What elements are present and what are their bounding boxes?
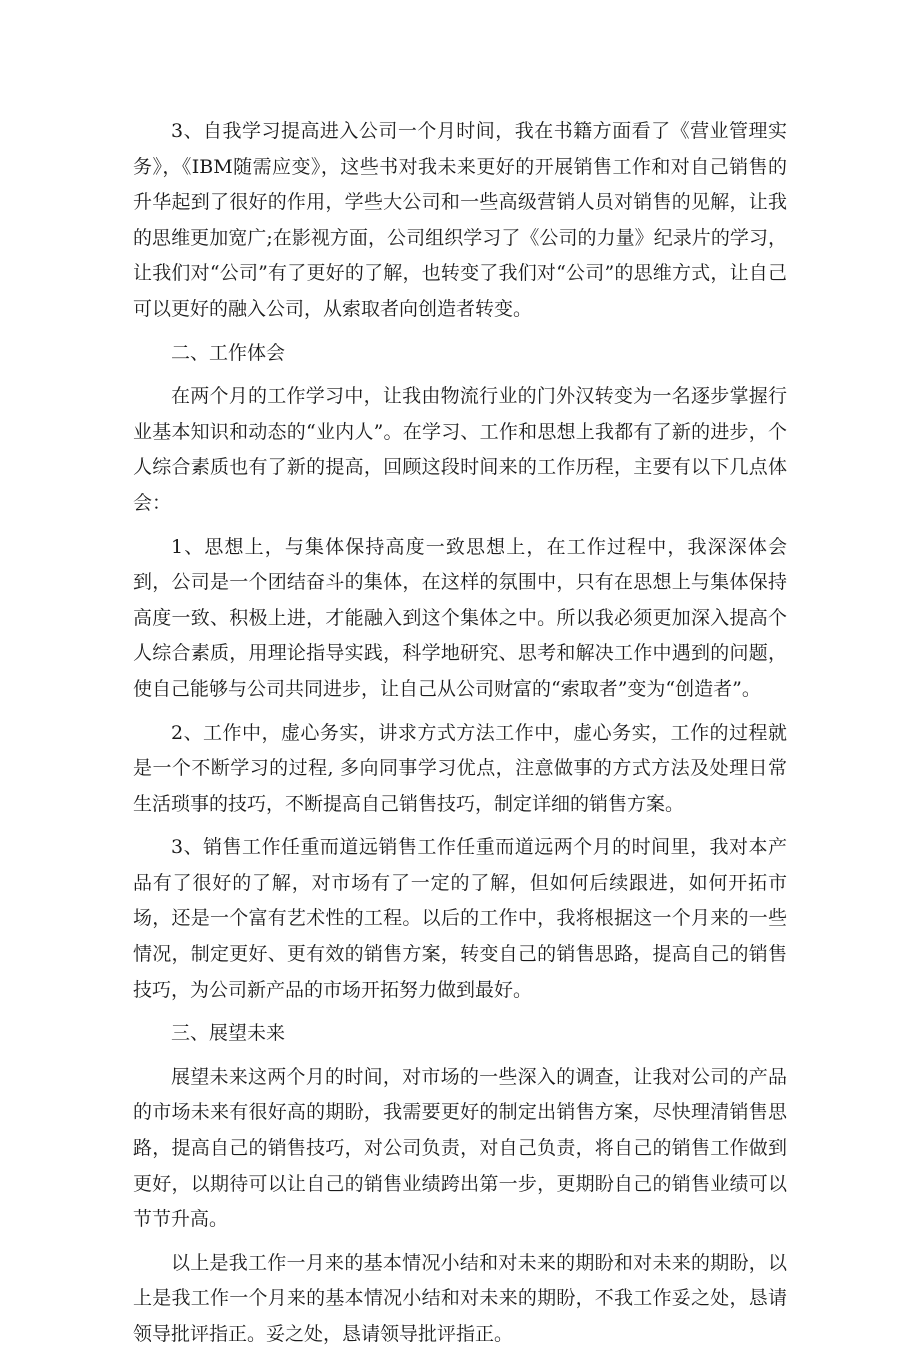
paragraph-conclusion: 以上是我工作一月来的基本情况小结和对未来的期盼和对未来的期盼，以上是我工作一个月来的基本情况小结和对未来的期盼，不我工作妥之处，恳请领导批评指正。妥之处，恳请领导批评指正。 [133, 1251, 787, 1345]
paragraph-sales-work: 3、销售工作任重而道远销售工作任重而道远两个月的时间里，我对本产品有了很好的了解，对市场有了一定的了解，但如何后续跟进，如何开拓市场，还是一个富有艺术性的工程。以后的工作中，我将根据这一个月来的一些情况，制定更好、更有效的销售方案，转变自己的销售思路，提高自己的销售技巧，为公司新产品的市场开拓努力做到最好。 [133, 836, 787, 1001]
paragraph-self-study: 3、自我学习提高进入公司一个月时间，我在书籍方面看了《营业管理实务》，《IBM随需应变》，这些书对我未来更好的开展销售工作和对自己销售的升华起到了很好的作用，学些大公司和一些高级营销人员对销售的见解，让我的思维更加宽广;在影视方面，公司组织学习了《公司的力量》纪录片的学习，让我们对“公司”有了更好的了解，也转变了我们对“公司”的思维方式，让自己可以更好的融入公司，从索取者向创造者转变。 [133, 120, 787, 320]
paragraph-thinking: 1、思想上，与集体保持高度一致思想上，在工作过程中，我深深体会到，公司是一个团结奋斗的集体，在这样的氛围中，只有在思想上与集体保持高度一致、积极上进，才能融入到这个集体之中。所以我必须更加深入提高个人综合素质，用理论指导实践，科学地研究、思考和解决工作中遇到的问题，使自己能够与公司共同进步，让自己从公司财富的“索取者”变为“创造者”。 [133, 535, 787, 700]
paragraph-working: 2、工作中，虚心务实，讲求方式方法工作中，虚心务实，工作的过程就是一个不断学习的过程, 多向同事学习优点，注意做事的方式方法及处理日常生活琐事的技巧，不断提高自己销售技巧，制定详细的销售方案。 [133, 721, 787, 815]
paragraph-outlook: 展望未来这两个月的时间，对市场的一些深入的调查，让我对公司的产品的市场未来有很好高的期盼，我需要更好的制定出销售方案，尽快理清销售思路，提高自己的销售技巧，对公司负责，对自己负责，将自己的销售工作做到更好，以期待可以让自己的销售业绩跨出第一步，更期盼自己的销售业绩可以节节升高。 [133, 1065, 787, 1231]
section-heading-work-experience: 二、工作体会 [171, 341, 286, 364]
document-body [133, 114, 787, 1361]
paragraph-work-intro: 在两个月的工作学习中，让我由物流行业的门外汉转变为一名逐步掌握行业基本知识和动态的“业内人”。在学习、工作和思想上我都有了新的进步，个人综合素质也有了新的提高，回顾这段时间来的工作历程，主要有以下几点体会： [133, 385, 787, 514]
section-heading-outlook: 三、展望未来 [171, 1022, 286, 1045]
